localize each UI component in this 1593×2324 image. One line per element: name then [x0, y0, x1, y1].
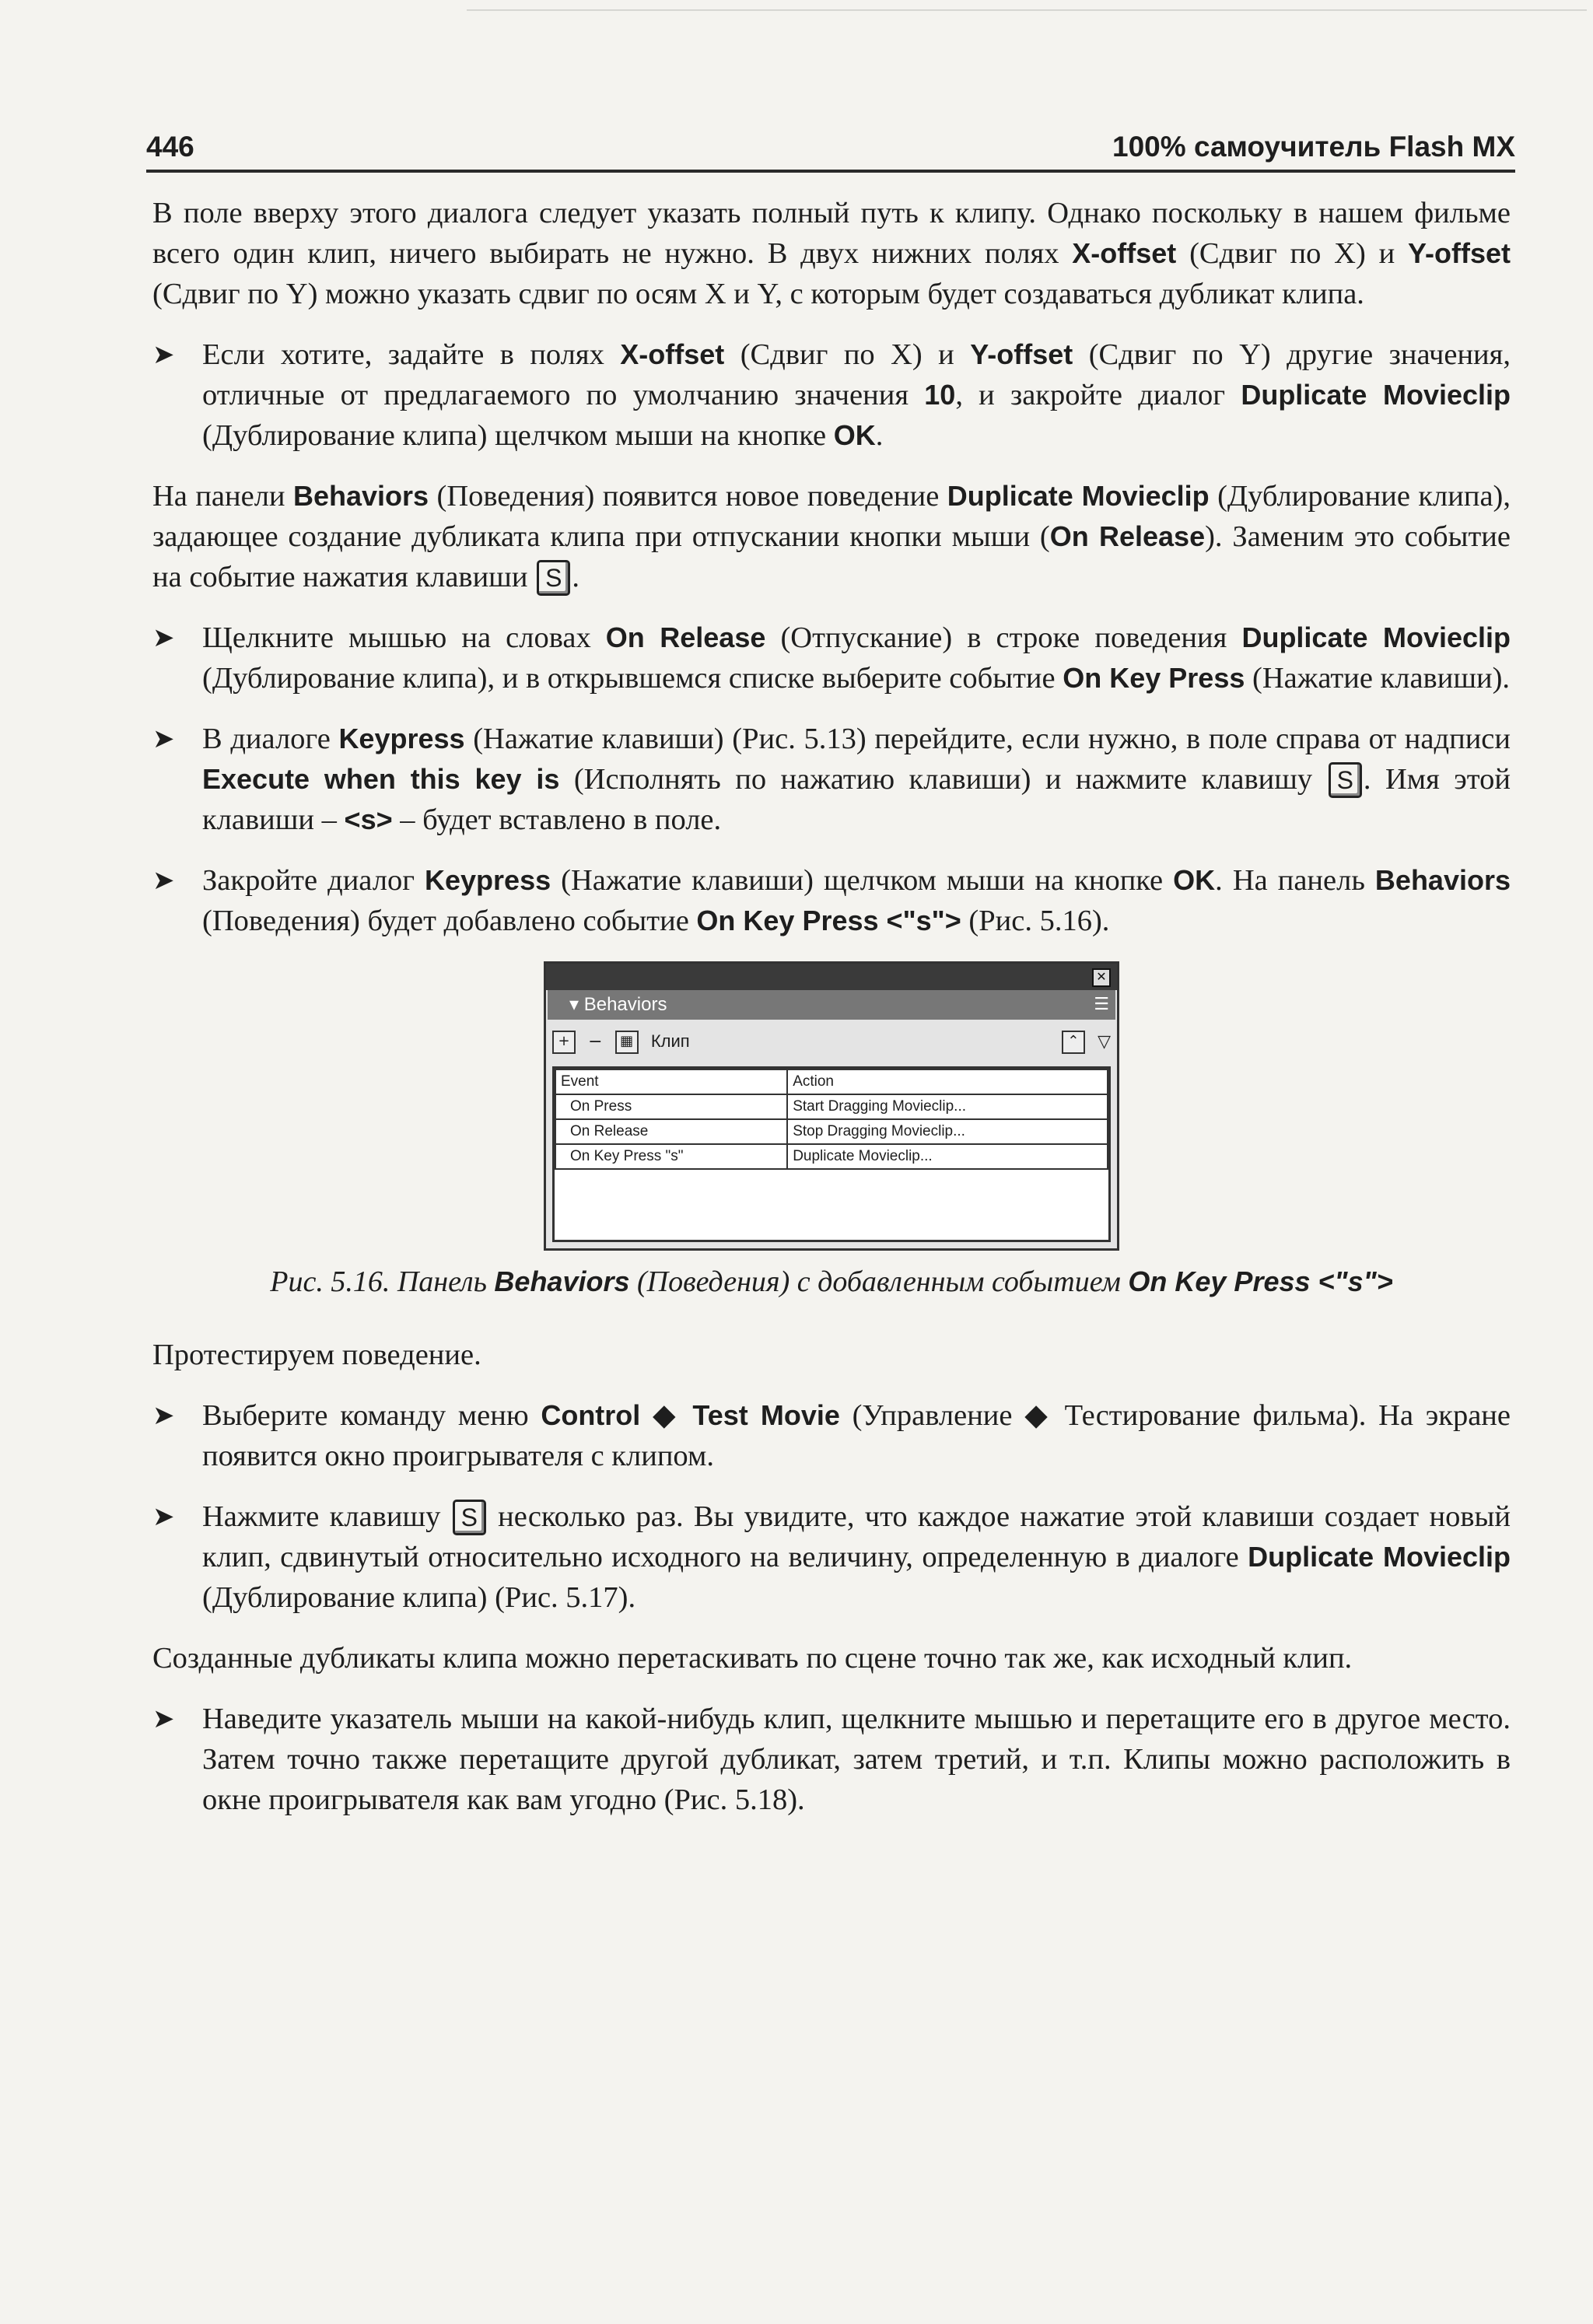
term: Keypress	[425, 864, 551, 896]
table-header-row	[555, 1069, 1108, 1094]
text: (Исполнять по нажатию клавиши) и нажмите клавишу	[559, 763, 1327, 796]
text: (Сдвиг по Y) другие значения, отличные от предлагаемого по умолчанию значения	[202, 338, 1511, 411]
paragraph-behaviors-panel	[152, 476, 1511, 597]
remove-behavior-icon[interactable]: −	[588, 1032, 603, 1052]
term: Y-offset	[1407, 237, 1511, 269]
figure-caption	[152, 1265, 1511, 1299]
term: Behaviors	[292, 480, 429, 512]
bullet-keypress-dialog	[152, 719, 1511, 840]
text: .	[572, 561, 580, 593]
term: Duplicate Movieclip	[1248, 1541, 1511, 1573]
text: (Дублирование клипа), и в открывшемся списке выберите событие	[202, 662, 1063, 695]
term: <s>	[344, 803, 393, 835]
panel-window-bar	[546, 964, 1117, 990]
column-header-event: Event	[555, 1069, 787, 1094]
text: (Отпускание) в строке поведения	[765, 621, 1242, 654]
text: Выберите команду меню	[202, 1399, 541, 1432]
term: X-offset	[620, 338, 725, 370]
text: (Поведения) с добавленным событием	[629, 1265, 1129, 1298]
text: Если хотите, задайте в полях	[202, 338, 621, 371]
paragraph-test-behavior: Протестируем поведение.	[152, 1339, 481, 1371]
text: , и закройте диалог	[955, 379, 1241, 411]
text: Нажмите клавишу	[202, 1500, 451, 1533]
bullet-arrow-icon: ➤	[152, 622, 175, 653]
term: Behaviors	[1374, 864, 1511, 896]
bullet-drag-clip	[152, 1699, 1511, 1820]
term: Behaviors	[494, 1265, 630, 1297]
menu-separator: ◆	[640, 1399, 693, 1432]
bullet-arrow-icon: ➤	[152, 723, 175, 754]
text: (Дублирование клипа), задающее создание дубликата клипа при отпускании кнопки мыши (	[152, 480, 1511, 553]
text: – будет вставлено в поле.	[392, 803, 722, 836]
page-header	[146, 124, 1515, 173]
text: (Дублирование клипа) (Рис. 5.17).	[202, 1581, 636, 1614]
text: (Сдвиг по X) и	[1176, 237, 1408, 270]
term: Y-offset	[970, 338, 1073, 370]
bullet-close-keypress	[152, 860, 1511, 941]
key-s-icon: S	[453, 1500, 486, 1535]
bullet-set-offsets	[152, 334, 1511, 456]
scan-top-rule	[467, 9, 1587, 11]
term: Duplicate Movieclip	[947, 480, 1210, 512]
text: ). Заменим это событие на событие нажатия клавиши	[152, 520, 1511, 593]
term: On Key Press <"s">	[1128, 1265, 1393, 1297]
text: На панели	[152, 480, 293, 513]
move-up-icon[interactable]: ⌃	[1062, 1031, 1085, 1054]
event-cell[interactable]: On Release	[555, 1119, 787, 1144]
text: . На панель	[1215, 864, 1375, 897]
column-header-action: Action	[787, 1069, 1108, 1094]
term: On Key Press <"s">	[696, 905, 961, 936]
term: X-offset	[1072, 237, 1177, 269]
page-body	[152, 193, 1511, 1840]
bullet-press-key	[152, 1496, 1511, 1618]
text: Наведите указатель мыши на какой-нибудь клип, щелкните мышью и перетащите его в другое место. Затем точно также перетащите другой дубликат, затем третий, и т.п. Клипы можно расположить в окне проигрывателя как вам угодно (Рис. 5.18).	[202, 1703, 1511, 1816]
behaviors-panel-figure	[544, 961, 1119, 1251]
term: 10	[924, 379, 956, 411]
key-s-icon: S	[1329, 762, 1362, 798]
add-behavior-icon[interactable]: +	[552, 1031, 576, 1054]
panel-title-bar[interactable]	[548, 990, 1115, 1020]
term: Execute when this key is	[202, 763, 560, 795]
bullet-arrow-icon: ➤	[152, 1703, 175, 1734]
text: (Сдвиг по X) и	[724, 338, 971, 371]
running-title: 100% самоучитель Flash MX	[1112, 131, 1515, 163]
text: . Имя этой клавиши –	[202, 763, 1511, 836]
key-s-icon: S	[537, 560, 570, 596]
behaviors-table	[555, 1069, 1108, 1170]
text: (Нажатие клавиши).	[1245, 662, 1511, 695]
bullet-click-on-release	[152, 618, 1511, 698]
paragraph-offset-fields	[152, 193, 1511, 314]
clip-name-label: Клип	[650, 1031, 690, 1051]
text: (Дублирование клипа) щелчком мыши на кнопке	[202, 419, 834, 452]
event-cell[interactable]: On Key Press "s"	[555, 1144, 787, 1169]
text: .	[875, 419, 884, 452]
term: Test Movie	[692, 1399, 840, 1431]
text: (Поведения) появится новое поведение	[429, 480, 947, 513]
term: OK	[1173, 864, 1216, 896]
text: Рис. 5.16. Панель	[270, 1265, 495, 1298]
panel-toolbar	[552, 1026, 1111, 1057]
text: (Управление ◆ Тестирование фильма). На экране появится окно проигрывателя с клипом.	[202, 1399, 1511, 1472]
panel-options-icon[interactable]: ☰	[1094, 995, 1109, 1014]
table-row[interactable]	[555, 1094, 1108, 1119]
bullet-test-movie	[152, 1395, 1511, 1476]
paragraph-drag-duplicates: Созданные дубликаты клипа можно перетаскивать по сцене точно так же, как исходный клип.	[152, 1642, 1353, 1675]
table-row[interactable]	[555, 1119, 1108, 1144]
action-cell[interactable]: Duplicate Movieclip...	[787, 1144, 1108, 1169]
text: (Нажатие клавиши) щелчком мыши на кнопке	[551, 864, 1174, 897]
term: Duplicate Movieclip	[1241, 621, 1511, 653]
term: OK	[833, 419, 876, 451]
bullet-arrow-icon: ➤	[152, 1400, 175, 1431]
text: В поле вверху этого диалога следует указать полный путь к клипу. Однако поскольку в нашем фильме всего один клип, ничего выбирать не нужно. В двух нижних полях	[152, 197, 1511, 270]
text: несколько раз. Вы увидите, что каждое нажатие этой клавиши создает новый клип, сдвинутый относительно исходного на величину, определенную в диалоге	[202, 1500, 1511, 1573]
panel-title: ▾ Behaviors	[569, 994, 667, 1015]
move-down-icon[interactable]: ▽	[1098, 1031, 1111, 1051]
text: В диалоге	[202, 723, 339, 755]
term: On Key Press	[1063, 662, 1245, 694]
term: Control	[541, 1399, 641, 1431]
movieclip-icon: ▦	[615, 1031, 639, 1054]
bullet-arrow-icon: ➤	[152, 339, 175, 370]
term: On Release	[1049, 520, 1206, 552]
text: (Поведения) будет добавлено событие	[202, 905, 697, 937]
behaviors-grid	[552, 1066, 1111, 1242]
term: On Release	[605, 621, 766, 653]
bullet-arrow-icon: ➤	[152, 1501, 175, 1532]
event-cell[interactable]: On Press	[555, 1094, 787, 1119]
text: (Рис. 5.16).	[961, 905, 1110, 937]
table-row[interactable]	[555, 1144, 1108, 1169]
term: Keypress	[338, 723, 465, 754]
text: (Сдвиг по Y) можно указать сдвиг по осям X и Y, с которым будет создаваться дубликат клипа.	[152, 278, 1364, 310]
page-number: 446	[146, 131, 194, 163]
text: (Нажатие клавиши) (Рис. 5.13) перейдите, если нужно, в поле справа от надписи	[464, 723, 1511, 755]
term: Duplicate Movieclip	[1241, 379, 1511, 411]
text: Щелкните мышью на словах	[202, 621, 606, 654]
bullet-arrow-icon: ➤	[152, 865, 175, 896]
action-cell[interactable]: Start Dragging Movieclip...	[787, 1094, 1108, 1119]
toolbar-right-controls	[1062, 1026, 1111, 1057]
close-icon[interactable]: ✕	[1092, 968, 1111, 987]
text: Закройте диалог	[202, 864, 425, 897]
action-cell[interactable]: Stop Dragging Movieclip...	[787, 1119, 1108, 1144]
